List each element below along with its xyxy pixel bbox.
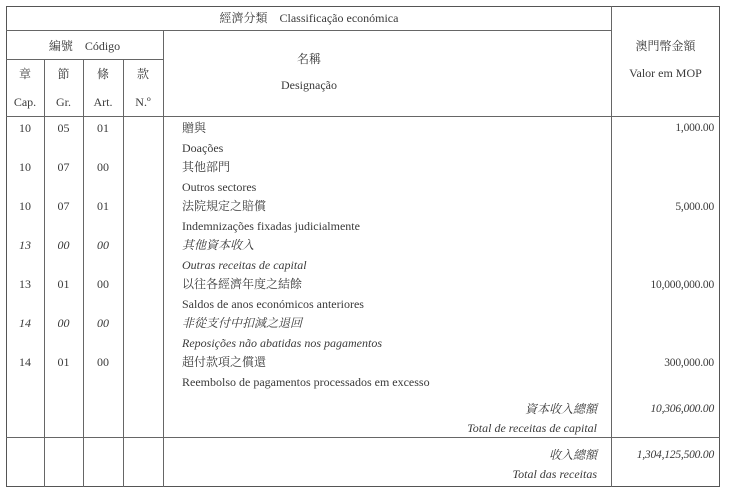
- header-no-pt: N.º: [135, 95, 151, 109]
- rule-col-no: [163, 30, 164, 487]
- header-gr-zh: 節: [57, 67, 70, 81]
- header-cap-zh: 章: [18, 67, 31, 81]
- cell-art: 00: [97, 355, 109, 369]
- cell-name-pt: Reposições não abatidas nos pagamentos: [182, 336, 382, 350]
- revenue-table: [6, 6, 720, 487]
- cell-gr: 00: [57, 238, 70, 252]
- capital-total-value: 10,306,000.00: [650, 403, 714, 415]
- cell-art: 01: [97, 199, 109, 213]
- header-economic-class: 經濟分類 Classificação económica: [219, 11, 399, 25]
- cell-name-zh: 其他資本收入: [182, 238, 255, 252]
- grand-total-pt: Total das receitas: [512, 467, 597, 481]
- grand-total-zh: 收入總額: [548, 448, 597, 462]
- cell-cap: 13: [19, 238, 31, 252]
- cell-cap: 10: [19, 121, 31, 135]
- cell-name-zh: 非從支付中扣減之退回: [182, 316, 303, 330]
- rule-header-bottom: [6, 116, 720, 117]
- header-art-zh: 條: [96, 67, 109, 81]
- header-value-zh: 澳門幣金額: [635, 39, 696, 53]
- cell-gr: 07: [57, 160, 70, 174]
- cell-name-zh: 法院規定之賠償: [182, 199, 267, 213]
- cell-name-pt: Doações: [182, 141, 224, 155]
- cell-name-zh: 其他部門: [182, 160, 231, 174]
- rule-capital-total: [6, 437, 720, 438]
- cell-cap: 14: [19, 316, 31, 330]
- cell-gr: 07: [57, 199, 70, 213]
- header-name-zh: 名稱: [296, 52, 321, 66]
- cell-value: 300,000.00: [664, 357, 714, 369]
- cell-cap: 14: [19, 355, 31, 369]
- header-art-pt: Art.: [93, 95, 113, 109]
- cell-cap: 10: [19, 160, 31, 174]
- cell-name-pt: Outros sectores: [182, 180, 257, 194]
- cell-gr: 00: [57, 316, 70, 330]
- header-no-zh: 款: [136, 67, 149, 81]
- cell-gr: 01: [57, 277, 70, 291]
- header-cap-pt: Cap.: [13, 95, 37, 109]
- cell-art: 00: [97, 277, 109, 291]
- cell-gr: 05: [57, 121, 70, 135]
- cell-name-pt: Reembolso de pagamentos processados em excesso: [182, 375, 430, 389]
- rule-col-art: [123, 59, 124, 487]
- grand-total-value: 1,304,125,500.00: [636, 449, 714, 461]
- cell-value: 5,000.00: [675, 201, 714, 213]
- header-name-pt: Designação: [281, 78, 337, 92]
- cell-name-pt: Indemnizações fixadas judicialmente: [182, 219, 360, 233]
- capital-total-zh: 資本收入總額: [524, 402, 597, 416]
- cell-name-zh: 超付款項之償還: [182, 355, 267, 369]
- cell-art: 00: [97, 160, 109, 174]
- header-code-group: 編號 Código: [48, 39, 121, 53]
- cell-gr: 01: [57, 355, 70, 369]
- cell-value: 1,000.00: [675, 122, 714, 134]
- cell-cap: 13: [19, 277, 31, 291]
- cell-name-pt: Saldos de anos económicos anteriores: [182, 297, 364, 311]
- cell-cap: 10: [19, 199, 31, 213]
- cell-art: 00: [97, 238, 109, 252]
- cell-art: 00: [97, 316, 109, 330]
- header-value-pt: Valor em MOP: [629, 66, 702, 80]
- header-gr-pt: Gr.: [56, 95, 71, 109]
- cell-value: 10,000,000.00: [650, 279, 714, 291]
- capital-total-pt: Total de receitas de capital: [467, 421, 597, 435]
- cell-name-pt: Outras receitas de capital: [182, 258, 307, 272]
- cell-name-zh: 贈與: [182, 121, 207, 135]
- cell-art: 01: [97, 121, 109, 135]
- rule-header-1: [6, 30, 611, 31]
- rule-code-group: [6, 59, 163, 60]
- cell-name-zh: 以往各經濟年度之結餘: [182, 277, 303, 291]
